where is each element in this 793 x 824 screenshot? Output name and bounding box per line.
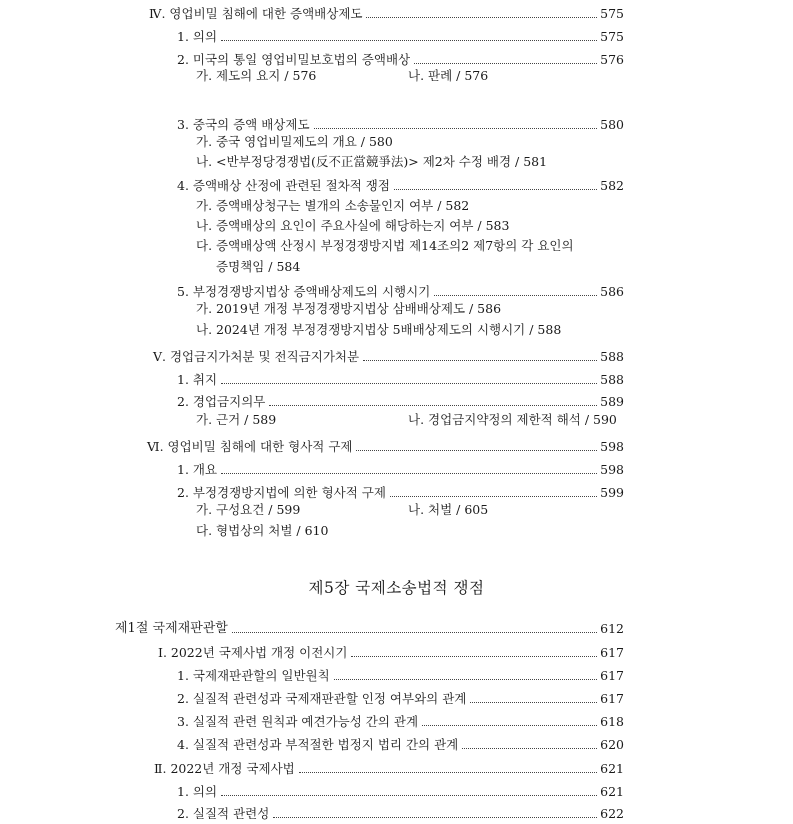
toc-title: 2. 실질적 관련성 [177,806,270,821]
toc-title: 2. 부정경쟁방지법에 의한 형사적 구제 [177,485,386,500]
leader-dots [356,450,597,451]
leader-dots [269,405,597,406]
toc-entry-s5-item2 [177,390,624,410]
toc-sub-item: 다. 증액배상액 산정시 부정경쟁방지법 제14조의2 제7항의 각 요인의 [196,238,574,253]
toc-sub-item: 가. 2019년 개정 부정경쟁방지법상 삼배배상제도 / 586 [196,301,502,316]
toc-page: 580 [600,117,624,132]
toc-entry-s6-item1 [177,458,624,478]
leader-dots [273,817,597,818]
toc-title: 2. 실질적 관련성과 국제재판관할 인정 여부와의 관계 [177,691,467,706]
leader-dots [221,473,597,474]
toc-title: Ⅰ. 2022년 국제사법 개정 이전시기 [158,645,348,660]
leader-dots [314,128,598,129]
toc-entry-item1 [177,25,624,45]
toc-entry-sec6 [147,435,624,455]
toc-page: 621 [600,784,624,799]
toc-page: 586 [600,284,624,299]
toc-title: 4. 실질적 관련성과 부적절한 법정지 법리 간의 관계 [177,737,459,752]
toc-page: 618 [600,714,624,729]
toc-title: 2. 미국의 통일 영업비밀보호법의 증액배상 [177,52,411,67]
toc-sub-item: 가. 근거 / 589 [196,412,277,427]
leader-dots [422,725,597,726]
toc-entry-sec5 [153,345,624,365]
leader-dots [434,295,597,296]
toc-title: 2. 경업금지의무 [177,394,266,409]
toc-title: 4. 증액배상 산정에 관련된 절차적 쟁점 [177,178,390,193]
toc-title: 5. 부정경쟁방지법상 증액배상제도의 시행시기 [177,284,431,299]
toc-sub-item: 나. 처벌 / 605 [408,502,489,517]
toc-page: 588 [600,372,624,387]
toc-page: 621 [600,761,624,776]
toc-sub-item-continued: 증명책임 / 584 [216,259,301,274]
toc-entry-p1-item1 [177,664,624,684]
toc-sub-item: 가. 제도의 요지 / 576 [196,68,317,83]
toc-sub-item: 나. 경업금지약정의 제한적 해석 / 590 [408,412,617,427]
toc-page: 575 [600,6,624,21]
toc-sub-item: 나. 판례 / 576 [408,68,489,83]
toc-page: 598 [600,439,624,454]
leader-dots [221,40,597,41]
toc-sub-item: 다. 형법상의 처벌 / 610 [196,523,329,538]
toc-title: Ⅵ. 영업비밀 침해에 대한 형사적 구제 [147,439,353,454]
leader-dots [363,360,597,361]
toc-title: 제1절 국제재판관할 [115,621,228,636]
leader-dots [394,189,597,190]
toc-entry-item4 [177,174,624,194]
toc-page: 589 [600,394,624,409]
toc-entry-item2 [177,48,624,68]
toc-title: 1. 의의 [177,29,218,44]
toc-entry-p1-item3 [177,710,624,730]
toc-title: 1. 의의 [177,784,218,799]
toc-page: 599 [600,485,624,500]
toc-page: 576 [600,52,624,67]
toc-page: 620 [600,737,624,752]
toc-sub-item: 가. 증액배상청구는 별개의 소송물인지 여부 / 582 [196,198,470,213]
toc-entry-p1-item2 [177,687,624,707]
toc-entry-s6-item2 [177,481,624,501]
toc-sub-item: 나. 2024년 개정 부정경쟁방지법상 5배배상제도의 시행시기 / 588 [196,322,562,337]
toc-page: 588 [600,349,624,364]
leader-dots [334,679,597,680]
leader-dots [470,702,597,703]
leader-dots [299,772,597,773]
toc-page: 598 [600,462,624,477]
toc-page: 617 [600,645,624,660]
leader-dots [390,496,597,497]
toc-title: 1. 국제재판관할의 일반원칙 [177,668,330,683]
toc-entry-section1 [115,617,624,637]
toc-entry-p1-item4 [177,733,624,753]
toc-entry-item5 [177,280,624,300]
toc-title: Ⅳ. 영업비밀 침해에 대한 증액배상제도 [149,6,363,21]
toc-entry-item3 [177,113,624,133]
leader-dots [221,383,597,384]
toc-page: 617 [600,668,624,683]
leader-dots [351,656,597,657]
toc-sub-item: 나. 증액배상의 요인이 주요사실에 해당하는지 여부 / 583 [196,218,510,233]
toc-title: 1. 취지 [177,372,218,387]
toc-sub-item: 가. 중국 영업비밀제도의 개요 / 580 [196,134,393,149]
leader-dots [366,17,597,18]
toc-title: Ⅱ. 2022년 개정 국제사법 [154,761,295,776]
toc-sub-item: 나. <반부정당경쟁법(反不正當競爭法)> 제2차 수정 배경 / 581 [196,154,548,169]
toc-entry-part1 [158,641,624,661]
leader-dots [462,748,597,749]
toc-entry-p2-item1 [177,780,624,800]
toc-title: Ⅴ. 경업금지가처분 및 전직금지가처분 [153,349,360,364]
leader-dots [232,632,597,633]
toc-title: 3. 중국의 증액 배상제도 [177,117,310,132]
toc-page: 612 [600,621,624,636]
toc-sub-item: 가. 구성요건 / 599 [196,502,301,517]
toc-entry-p2-item2 [177,802,624,822]
chapter-heading: 제5장 국제소송법적 쟁점 [308,579,485,597]
leader-dots [221,795,597,796]
toc-page: 622 [600,806,624,821]
toc-entry-part2 [154,757,624,777]
toc-entry-sec4 [149,2,624,22]
toc-page: 575 [600,29,624,44]
toc-entry-s5-item1 [177,368,624,388]
leader-dots [414,63,597,64]
toc-page: 617 [600,691,624,706]
toc-page: 582 [600,178,624,193]
toc-title: 3. 실질적 관련 원칙과 예견가능성 간의 관계 [177,714,419,729]
toc-title: 1. 개요 [177,462,218,477]
